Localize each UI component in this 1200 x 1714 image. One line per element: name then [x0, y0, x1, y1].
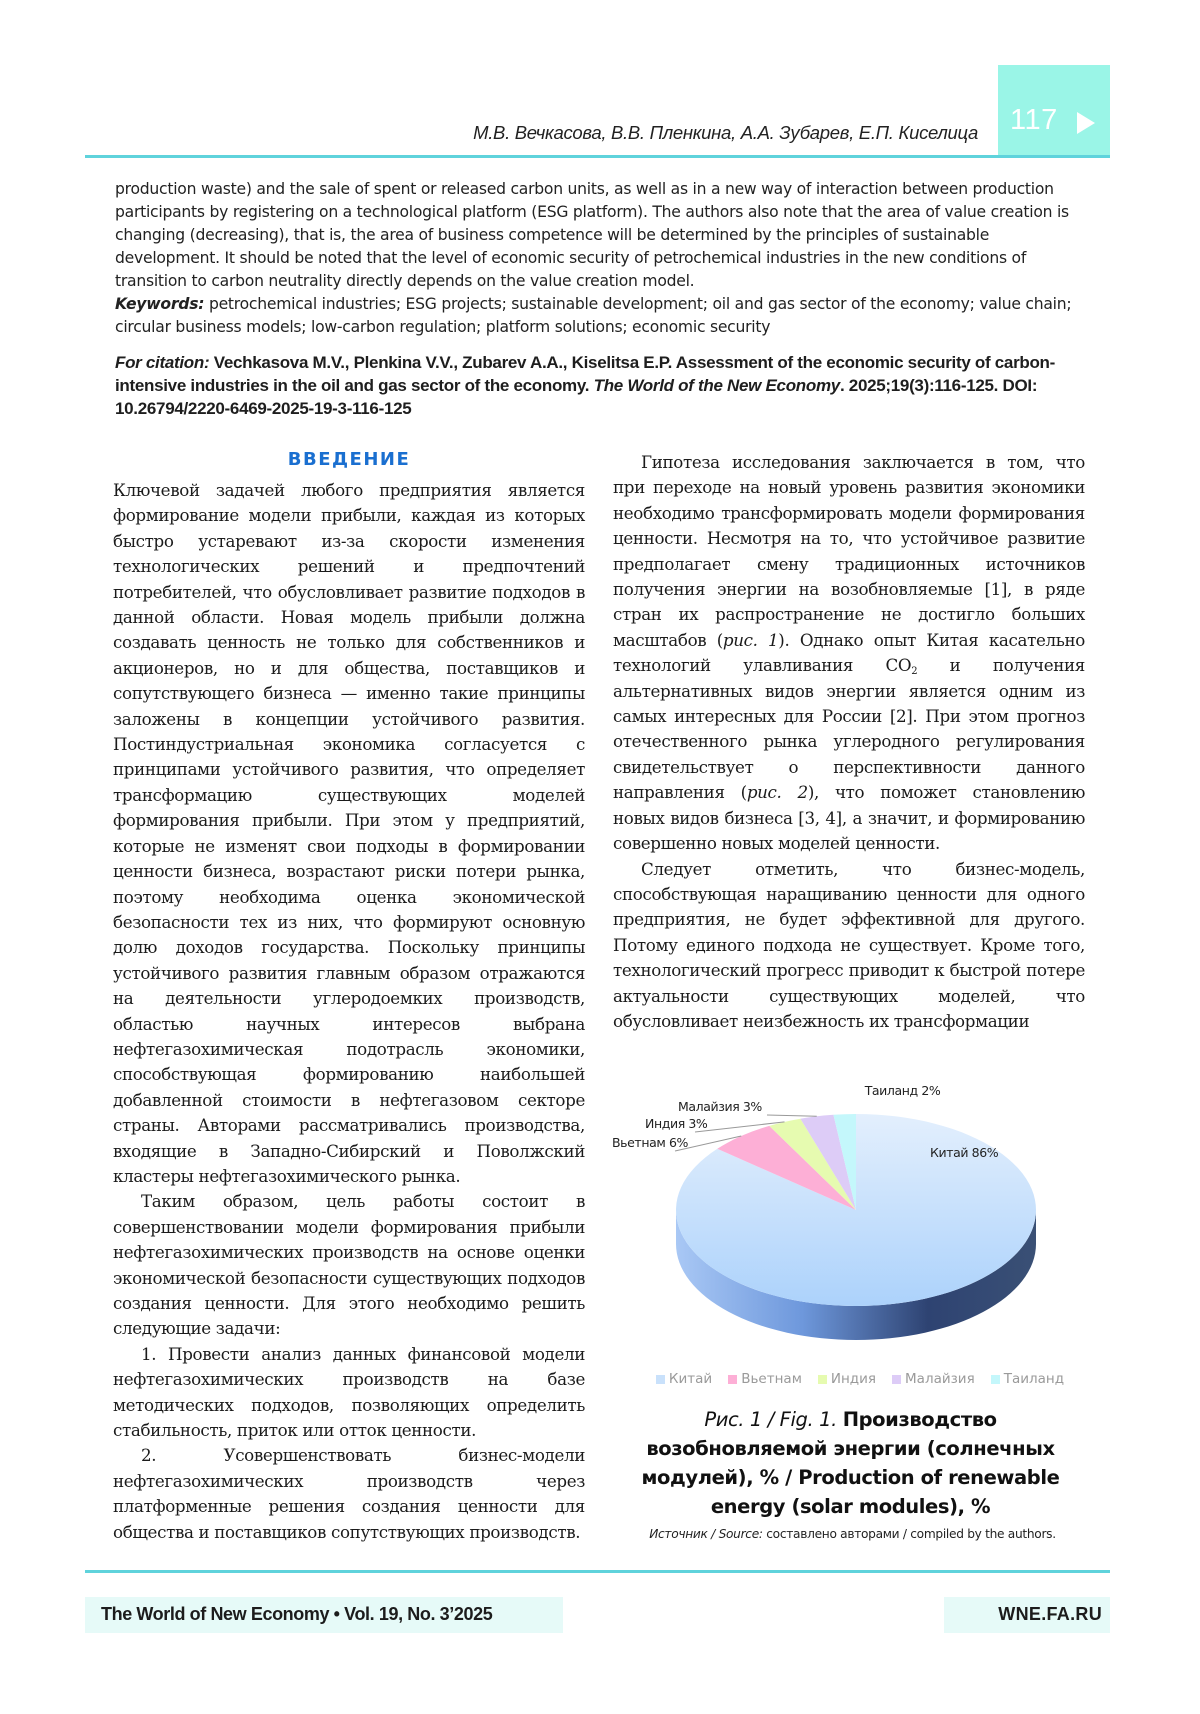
legend-item	[656, 1371, 712, 1387]
triangle-right-icon	[1077, 112, 1095, 134]
legend-swatch	[728, 1375, 737, 1384]
pie-chart-svg	[600, 1075, 1120, 1375]
legend-item	[728, 1371, 802, 1387]
paragraph: Следует отметить, что бизнес-модель, способствующая наращиванию ценности для одного предприятия, не будет эффективной для другого. Потому единого подхода не существует. Кроме того, технологический прогресс приводит к быстрой потере актуальности существующих моделей, что обусловливает неизбежность их трансформации	[613, 858, 1085, 1031]
figure-caption	[613, 1405, 1088, 1521]
legend-swatch	[656, 1375, 665, 1384]
footer-site-link[interactable]: WNE.FA.RU	[998, 1604, 1102, 1624]
legend-swatch	[818, 1375, 827, 1384]
running-header-authors: М.В. Вечкасова, В.В. Пленкина, А.А. Зубарев, Е.П. Киселица	[473, 122, 978, 143]
task-item: 2. Усовершенствовать бизнес-модели нефтегазохимических производств через платформенные решения создания ценности для общества и поставщиков сопутствующих производств.	[113, 1445, 585, 1542]
legend-label: Малайзия	[905, 1371, 975, 1387]
legend-label: Индия	[830, 1371, 877, 1387]
keywords-label: Keywords:	[115, 295, 205, 313]
text-run: ). Однако опыт Китая касательно технологий улавливания CO	[613, 629, 1085, 676]
task-item: 1. Провести анализ данных финансовой модели нефтегазохимических производств на базе методических подходов, позволяющих определить стабильность, приток или отток ценности.	[113, 1343, 585, 1441]
paragraph: Таким образом, цель работы состоит в совершенствовании модели формирования прибыли нефтегазохимических производств на основе оценки экономической безопасности существующих подходов создания ценности. Для этого необходимо решить следующие задачи:	[113, 1191, 585, 1339]
pie-leader-line	[767, 1115, 817, 1116]
pie-data-label: Вьетнам 6%	[612, 1135, 688, 1150]
footer-journal: The World of New Economy • Vol. 19, No. 3’2025	[101, 1604, 493, 1624]
keywords	[115, 293, 1090, 339]
right-column	[613, 450, 1085, 1034]
text-run: ), что поможет становлению новых видов бизнеса [3, 4], а значит, и формированию совершенно новых моделей ценности.	[613, 782, 1086, 854]
legend-item	[818, 1371, 876, 1387]
left-column	[113, 450, 585, 1545]
header-divider	[85, 155, 1110, 158]
text-run: Гипотеза исследования заключается в том, что при переходе на новый уровень развития экономики необходимо трансформировать модели формирования ценности. Несмотря на то, что устойчивое развитие предполагает смену традиционных источников получения энергии на возобновляемые [1], в ряде стран их распространение не достигло больших масштабов (	[613, 452, 1085, 650]
figure-number: Рис. 1 / Fig. 1.	[704, 1408, 837, 1431]
source-text: составлено авторами / compiled by the authors.	[766, 1527, 1056, 1541]
figure-title: Производство возобновляемой энергии (солнечных модулей), % / Production of renewable energy (solar modules), %	[641, 1408, 1060, 1518]
figure-reference[interactable]: рис. 1	[722, 629, 779, 650]
footer-divider	[85, 1570, 1110, 1573]
subscript: 2	[911, 666, 918, 678]
legend-item	[892, 1371, 975, 1387]
citation-authors-title: Vechkasova M.V., Plenkina V.V., Zubarev A.A., Kiselitsa E.P. Assessment of the economic security of carbon-intensive industries in the oil and gas sector of the economy.	[115, 353, 1056, 395]
legend-swatch	[892, 1375, 901, 1384]
legend-label: Китай	[668, 1371, 713, 1387]
legend-label: Таиланд	[1003, 1371, 1065, 1387]
chart-legend	[640, 1371, 1080, 1387]
pie-data-label: Таиланд 2%	[864, 1083, 941, 1098]
pie-data-label: Малайзия 3%	[678, 1099, 762, 1114]
citation-label: For citation:	[115, 353, 210, 372]
source-label: Источник / Source:	[649, 1527, 763, 1541]
citation	[115, 351, 1090, 420]
section-heading: ВВЕДЕНИЕ	[287, 449, 411, 470]
keywords-text: petrochemical industries; ESG projects; sustainable development; oil and gas sector of the economy; value chain; circular business models; low-carbon regulation; platform solutions; economic security	[115, 295, 1072, 336]
text-run: и получения альтернативных видов энергии является одним из самых интересных для России [2]. При этом прогноз отечественного рынка углеродного регулирования свидетельствует о перспективности данного направления (	[613, 655, 1085, 803]
citation-journal: The World of the New Economy	[593, 376, 840, 395]
abstract	[115, 178, 1090, 339]
paragraph: Ключевой задачей любого предприятия является формирование модели прибыли, каждая из которых быстро устаревают из-за скорости изменения технологических решений и предпочтений потребителей, что обусловливает развитие подходов в данной области. Новая модель прибыли должна создавать ценность не только для собственников и акционеров, но и для общества, поставщиков и сопутствующего бизнеса — именно такие принципы заложены в концепции устойчивого развития. Постиндустриальная экономика согласуется с принципами устойчивого развития, что определяет трансформацию существующих моделей формирования прибыли. При этом у предприятий, которые не изменят свои подходы в формировании ценности бизнеса, возрастают риски потери рынка, поэтому необходима оценка экономической безопасности тех из них, что формируют основную долю доходов государства. Поскольку принципы устойчивого развития главным образом отражаются на деятельности углеродоемких производств, областью научных интересов выбрана нефтегазохимическая подотрасль экономики, способствующая формированию наибольшей добавленной стоимости в нефтегазовом секторе страны. Авторами рассматривались производства, входящие в Западно-Сибирский и Поволжский кластеры нефтегазохимического рынка.	[113, 480, 585, 1186]
pie-data-label: Китай 86%	[930, 1145, 999, 1160]
legend-label: Вьетнам	[741, 1371, 802, 1387]
footer-journal-box	[85, 1597, 563, 1633]
figure-source	[600, 1527, 1105, 1541]
page-number: 117	[1010, 104, 1058, 136]
pie-data-label: Индия 3%	[645, 1116, 708, 1131]
figure-reference[interactable]: рис. 2	[746, 782, 808, 803]
citation-details: . 2025;19(3):116-125. DOI: 10.26794/2220-6469-2025-19-3-116-125	[115, 376, 1038, 418]
paragraph	[613, 450, 1085, 857]
abstract-text: production waste) and the sale of spent or released carbon units, as well as in a new way of interaction between production participants by registering on a technological platform (ESG platform). The authors also note that the area of value creation is changing (decreasing), that is, the area of business competence will be determined by the principles of sustainable development. It should be noted that the level of economic security of petrochemical industries in the new conditions of transition to carbon neutrality directly depends on the value creation model.	[115, 180, 1069, 290]
legend-item	[991, 1371, 1064, 1387]
footer-site-box	[944, 1597, 1110, 1633]
pie-chart	[600, 1075, 1120, 1405]
legend-swatch	[991, 1375, 1000, 1384]
